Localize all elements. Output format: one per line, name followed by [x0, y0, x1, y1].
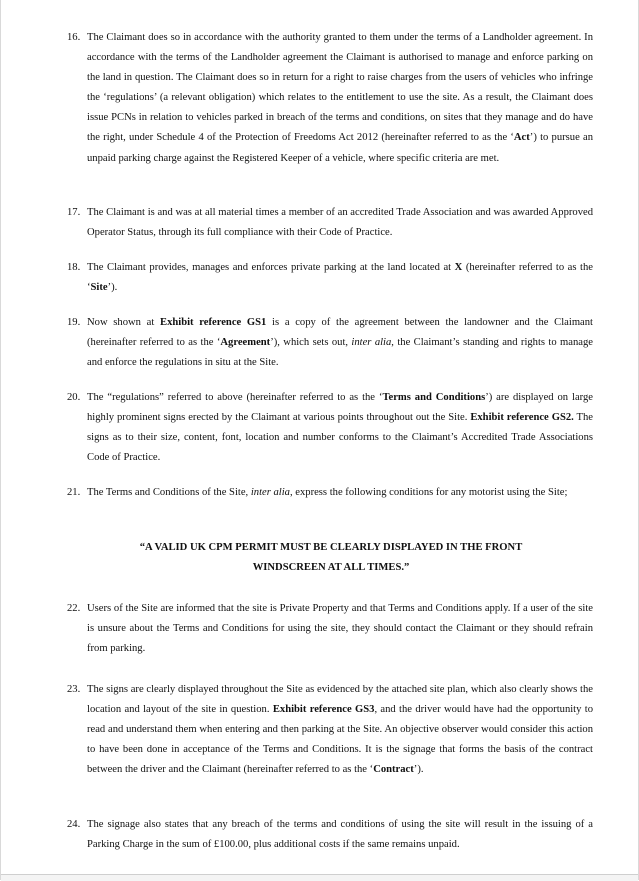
bold-text-run: Act	[513, 132, 530, 144]
text-run: , express the following conditions for any motorist using the Site;	[289, 487, 568, 498]
bold-text-run: Terms and Conditions	[382, 392, 486, 403]
text-run: The signs as to their size, content, font, location and number conforms to the Claimant’s Accredited Trade Associations Code of Practice.	[87, 412, 593, 464]
bold-text-run: Agreement	[220, 337, 271, 349]
paragraph-20	[67, 388, 593, 468]
paragraph-18	[67, 258, 593, 298]
text-run: , and the driver would have had the opportunity to read and understand them when entering and then parking at the Site. An objective observer would consider this action to have been done in acceptance of the Terms and Conditions. It is the signage that forms the basis of the contract between the driver and the Claimant (hereinafter referred to as the ‘	[87, 704, 593, 776]
text-run: ’).	[107, 282, 118, 294]
paragraph-number: 17.	[67, 207, 81, 218]
text-run: ’) to pursue an unpaid parking charge against the Registered Keeper of a vehicle, where specific criteria are met.	[87, 132, 594, 164]
paragraph-22	[67, 599, 593, 659]
paragraph-text	[87, 28, 593, 169]
quote-line: “A VALID UK CPM PERMIT MUST BE CLEARLY DISPLAYED IN THE FRONT	[139, 542, 523, 553]
text-run: Now shown at	[87, 317, 161, 328]
paragraph-text	[87, 388, 593, 468]
text-run: The Claimant is and was at all material times a member of an accredited Trade Association and was awarded Approved Operator Status, through its full compliance with their Code of Practice.	[87, 207, 593, 239]
bold-text-run: Exhibit reference GS2.	[470, 412, 574, 424]
paragraph-text	[87, 258, 593, 298]
text-run: The signs are clearly displayed throughout the Site as evidenced by the attached site plan, which also clearly shows the location and layout of the site in question.	[87, 684, 593, 716]
paragraph-number: 21.	[67, 487, 81, 498]
bold-text-run: Exhibit reference GS1	[160, 317, 267, 328]
bold-text-run: Exhibit reference GS3	[272, 704, 375, 716]
text-run: is a copy of the agreement between the landowner and the Claimant (hereinafter referred to as the ‘	[87, 317, 594, 349]
paragraph-text	[87, 680, 593, 780]
bold-text-run: Contract	[373, 764, 414, 776]
paragraph-21	[67, 483, 593, 503]
text-run: , the Claimant’s standing and rights to manage and enforce the regulations in situ at the Site.	[87, 337, 593, 369]
text-run: (hereinafter referred to as the ‘	[87, 262, 594, 294]
paragraph-number: 22.	[67, 603, 81, 614]
quote-line: WINDSCREEN AT ALL TIMES.”	[252, 562, 410, 574]
quoted-condition	[111, 538, 551, 578]
paragraph-number: 16.	[67, 32, 81, 43]
text-run: The Claimant provides, manages and enforces private parking at the land located at	[87, 262, 455, 273]
paragraph-16	[67, 28, 593, 169]
text-run: ’), which sets out,	[270, 337, 352, 349]
paragraph-24	[67, 815, 593, 855]
text-run: The signage also states that any breach of the terms and conditions of using the site will result in the issuing of a Parking Charge in the sum of £100.00, plus additional costs if the same remains unpaid.	[87, 819, 593, 851]
bold-text-run: Site	[90, 282, 108, 294]
paragraph-23	[67, 680, 593, 780]
text-run: The Terms and Conditions of the Site,	[87, 487, 251, 498]
text-run: The “regulations” referred to above (hereinafter referred to as the ‘	[87, 392, 383, 403]
paragraph-number: 23.	[67, 684, 81, 695]
italic-text-run: inter alia	[250, 487, 290, 498]
text-run: ’) are displayed on large highly prominent signs erected by the Claimant at various points throughout out the Site.	[87, 392, 593, 424]
paragraph-number: 18.	[67, 262, 81, 273]
text-run: ’).	[413, 764, 424, 776]
paragraph-17	[67, 203, 593, 243]
paragraph-text	[87, 483, 593, 503]
paragraph-number: 20.	[67, 392, 81, 403]
bold-text-run: X	[454, 262, 463, 273]
paragraph-number: 19.	[67, 317, 81, 328]
paragraph-number: 24.	[67, 819, 81, 830]
paragraph-19	[67, 313, 593, 373]
paragraph-text	[87, 203, 593, 243]
paragraph-text	[87, 815, 593, 855]
paragraph-text	[87, 599, 593, 659]
italic-text-run: inter alia	[351, 337, 392, 349]
text-run: The Claimant does so in accordance with the authority granted to them under the terms of a Landholder agreement. In accordance with the terms of the Landholder agreement the Claimant is authorised to manage and enforce parking on the land in question. The Claimant does so in return for a right to raise charges from the users of vehicles who infringe the ‘regulations’ (a relevant obligation) which relates to the entitlement to use the site. As a result, the Claimant does issue PCNs in relation to vehicles parked in breach of the terms and conditions, on sites that they manage and do have the right, under Schedule 4 of the Protection of Freedoms Act 2012 (hereinafter referred to as the ‘	[87, 32, 593, 144]
text-run: Users of the Site are informed that the site is Private Property and that Terms and Conditions apply. If a user of the site is unsure about the Terms and Conditions for using the site, they should contact the Claimant or they should refrain from parking.	[87, 603, 593, 655]
paragraph-text	[87, 313, 593, 373]
